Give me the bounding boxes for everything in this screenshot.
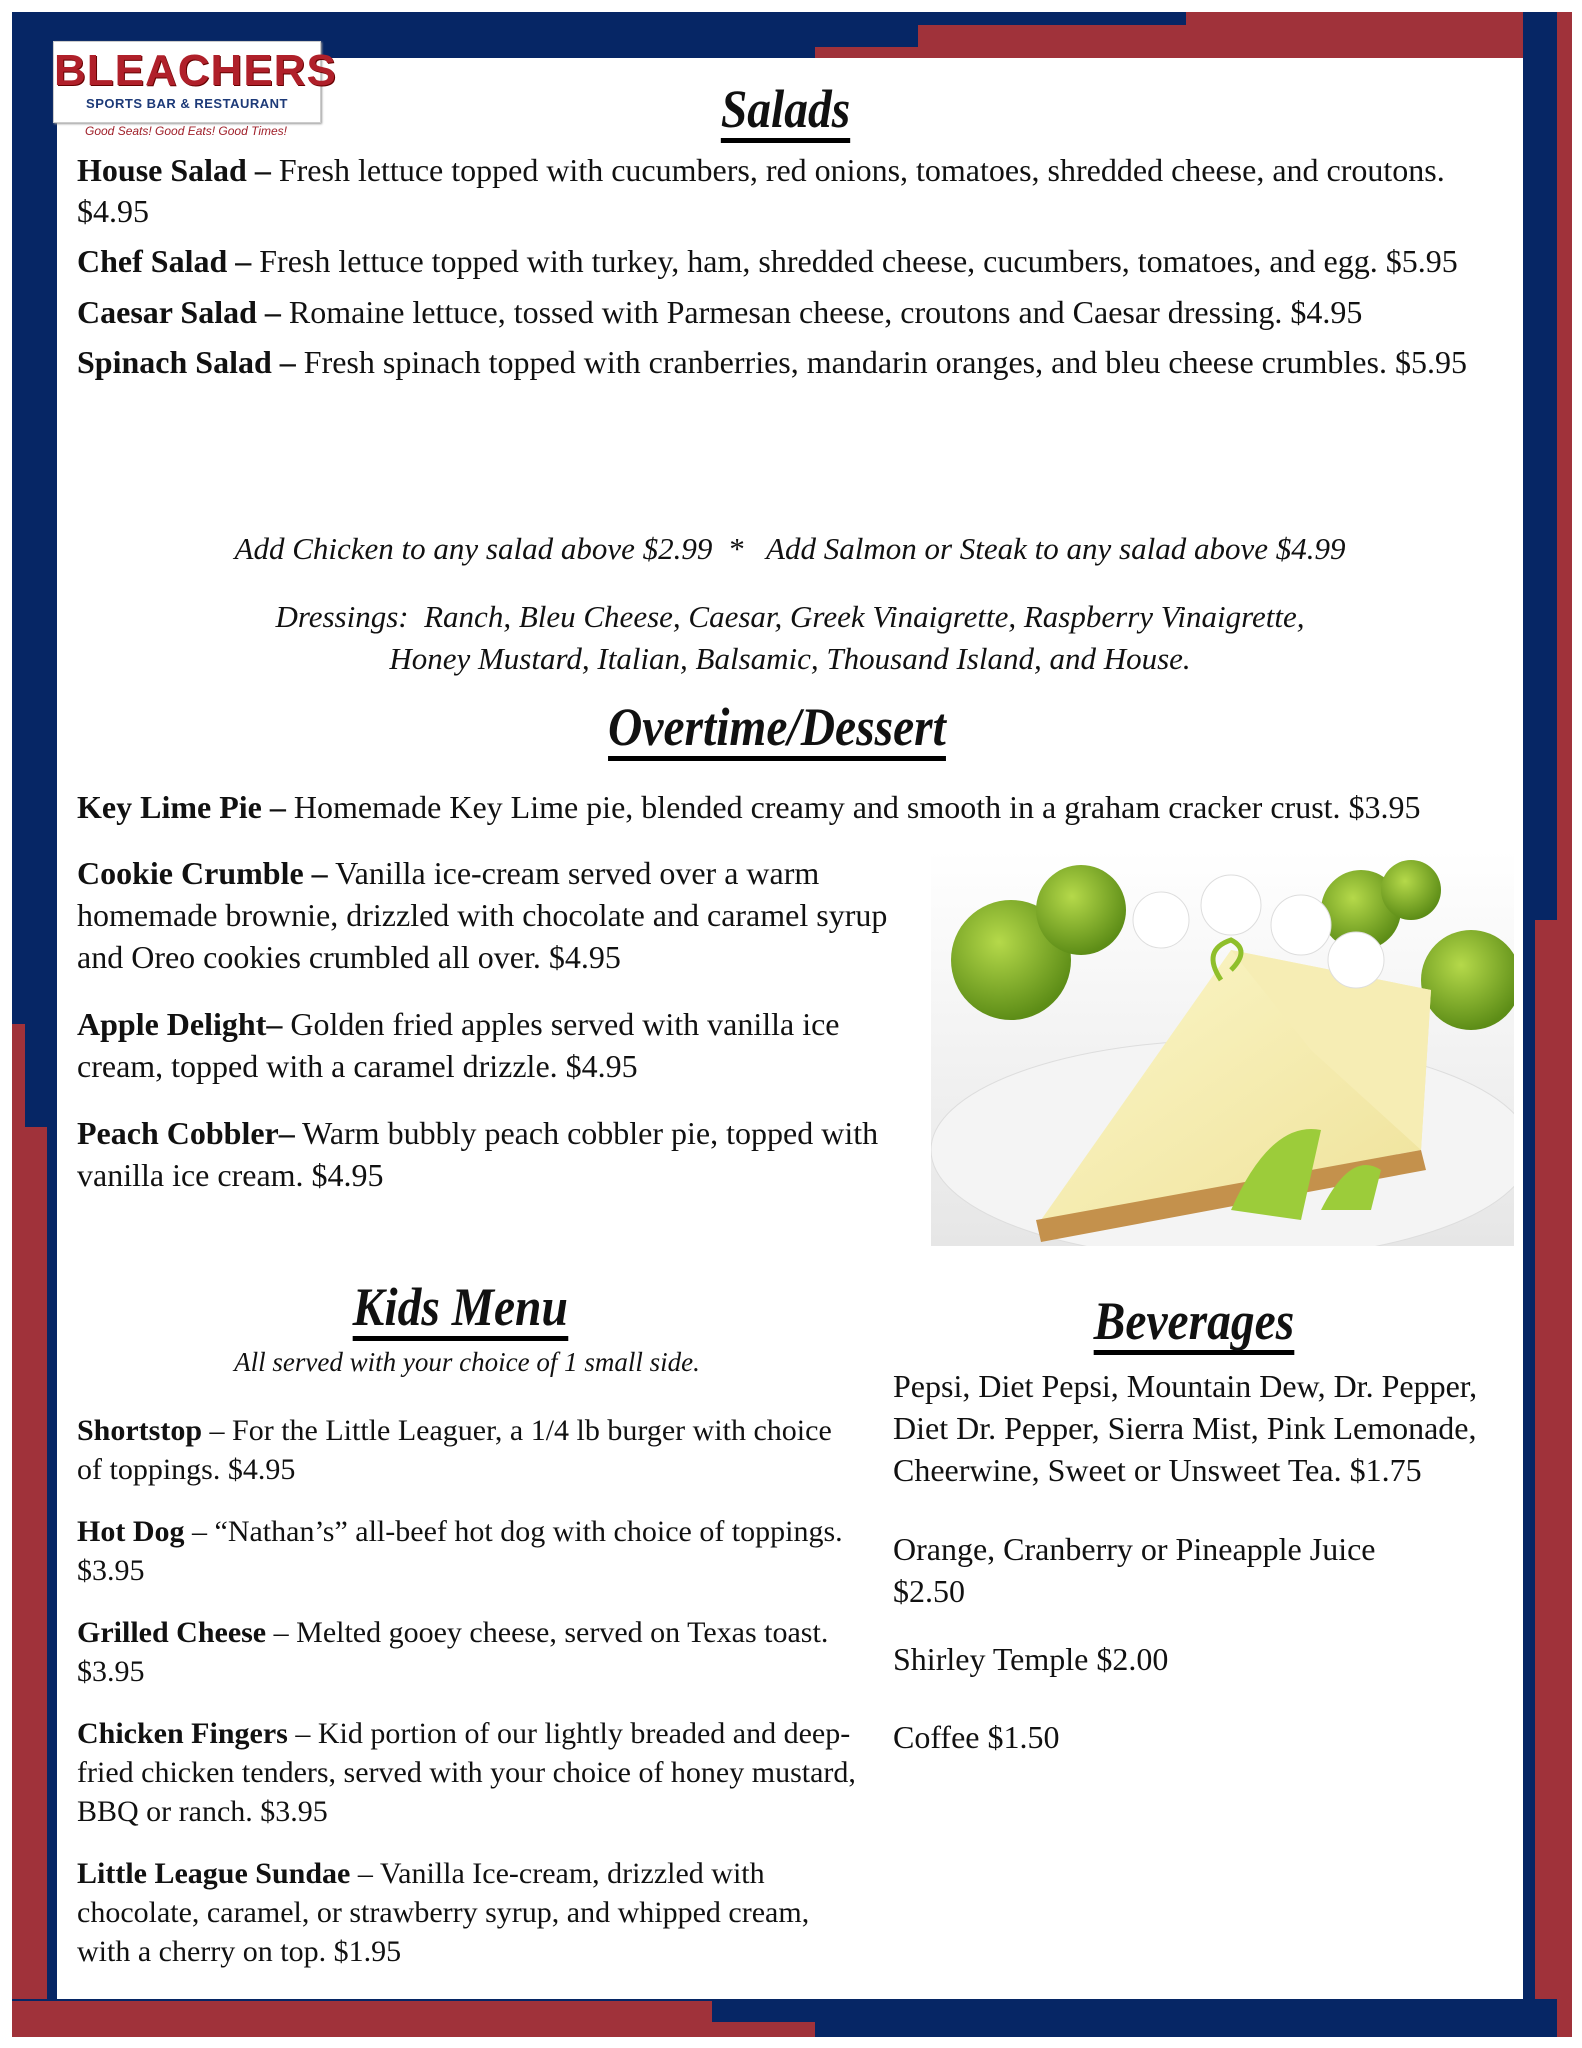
item-name: Peach Cobbler–: [77, 1115, 295, 1151]
menu-item: [77, 786, 1517, 828]
item-description: Golden fried apples served with vanilla ice cream, topped with a caramel drizzle. $4.95: [77, 1006, 840, 1084]
item-description: – “Nathan’s” all-beef hot dog with choice of toppings. $3.95: [77, 1515, 843, 1587]
menu-item: [77, 241, 1517, 282]
item-name: Chicken Fingers: [77, 1717, 288, 1750]
menu-item: [77, 292, 1517, 333]
border-bottom-accent: [12, 2001, 712, 2037]
item-name: Key Lime Pie –: [77, 789, 286, 825]
beverage-item: Shirley Temple $2.00: [893, 1641, 1169, 1677]
item-description: Vanilla ice-cream served over a warm homemade brownie, drizzled with chocolate and caramel syrup and Oreo cookies crumbled all over. $4.95: [77, 855, 888, 975]
logo-name: BLEACHERS: [54, 46, 337, 95]
border-top-step: [918, 25, 1186, 58]
menu-item: [77, 342, 1517, 383]
kids-subtitle: All served with your choice of 1 small side.: [234, 1347, 700, 1377]
item-description: – Vanilla Ice-cream, drizzled with chocolate, caramel, or strawberry syrup, and whipped cream, with a cherry on top. $1.95: [77, 1857, 810, 1968]
dressings-line-2: Honey Mustard, Italian, Balsamic, Thousand Island, and House.: [389, 641, 1191, 676]
beverage-item: Coffee $1.50: [893, 1719, 1060, 1755]
beverage-item: Pepsi, Diet Pepsi, Mountain Dew, Dr. Pepper, Diet Dr. Pepper, Sierra Mist, Pink Lemonade, Cheerwine, Sweet or Unsweet Tea. $1.75: [893, 1368, 1478, 1488]
item-description: Romaine lettuce, tossed with Parmesan cheese, croutons and Caesar dressing. $4.95: [280, 293, 1363, 330]
item-description: Homemade Key Lime pie, blended creamy and smooth in a graham cracker crust. $3.95: [285, 789, 1421, 825]
border-top-accent: [1186, 12, 1572, 58]
item-name: Chef Salad –: [77, 243, 252, 279]
item-description: Fresh lettuce topped with turkey, ham, shredded cheese, cucumbers, tomatoes, and egg. $5.95: [251, 243, 1458, 279]
item-name: Hot Dog: [77, 1515, 185, 1548]
menu-item: [77, 1112, 927, 1196]
item-name: Spinach Salad –: [77, 344, 296, 380]
menu-item: [77, 1003, 927, 1087]
item-name: Caesar Salad –: [77, 293, 281, 330]
item-description: – Melted gooey cheese, served on Texas toast. $3.95: [77, 1616, 829, 1688]
kids-list: [77, 1411, 857, 1971]
menu-item: [77, 1411, 857, 1489]
beverages-list: [893, 1365, 1513, 1758]
border-left-accent: [12, 1127, 47, 2037]
salad-addons: Add Chicken to any salad above $2.99 * Add Salmon or Steak to any salad above $4.99: [234, 531, 1346, 566]
menu-item: [77, 1613, 857, 1691]
logo-tagline: Good Seats! Good Eats! Good Times!: [85, 124, 287, 138]
menu-item: [77, 1512, 857, 1590]
key-lime-pie-image: [931, 850, 1514, 1246]
bleachers-logo: [53, 41, 337, 123]
border-right-accent: [1535, 920, 1572, 2037]
item-name: House Salad –: [77, 152, 271, 188]
logo-subtitle: SPORTS BAR & RESTAURANT: [86, 96, 288, 111]
menu-item: [77, 1854, 857, 1971]
item-name: Cookie Crumble –: [77, 855, 328, 891]
item-name: Apple Delight–: [77, 1006, 283, 1042]
beverage-item: Orange, Cranberry or Pineapple Juice $2.50: [893, 1531, 1376, 1609]
item-description: Warm bubbly peach cobbler pie, topped with vanilla ice cream. $4.95: [77, 1115, 879, 1193]
menu-item: [77, 1714, 857, 1831]
item-name: Grilled Cheese: [77, 1616, 267, 1649]
item-name: Shortstop: [77, 1414, 203, 1447]
salads-heading: Salads: [721, 80, 850, 143]
border-top-step: [815, 47, 918, 58]
dressings-line-1: Dressings: Ranch, Bleu Cheese, Caesar, Greek Vinaigrette, Raspberry Vinaigrette,: [275, 599, 1305, 634]
salads-list: [77, 150, 1517, 383]
item-name: Little League Sundae: [77, 1857, 351, 1890]
item-description: Fresh spinach topped with cranberries, mandarin oranges, and bleu cheese crumbles. $5.95: [295, 344, 1467, 380]
item-description: Fresh lettuce topped with cucumbers, red onions, tomatoes, shredded cheese, and croutons. $4.95: [77, 152, 1445, 229]
menu-item: [77, 150, 1517, 231]
item-description: – Kid portion of our lightly breaded and deep-fried chicken tenders, served with your choice of honey mustard, BBQ or ranch. $3.95: [77, 1717, 856, 1828]
item-description: – For the Little Leaguer, a 1/4 lb burger with choice of toppings. $4.95: [77, 1414, 832, 1486]
kids-menu-heading: Kids Menu: [353, 1278, 568, 1341]
menu-item: [77, 852, 927, 978]
dessert-heading: Overtime/Dessert: [608, 698, 946, 761]
beverages-heading: Beverages: [1094, 1292, 1295, 1355]
border-bottom-step: [712, 2022, 815, 2037]
